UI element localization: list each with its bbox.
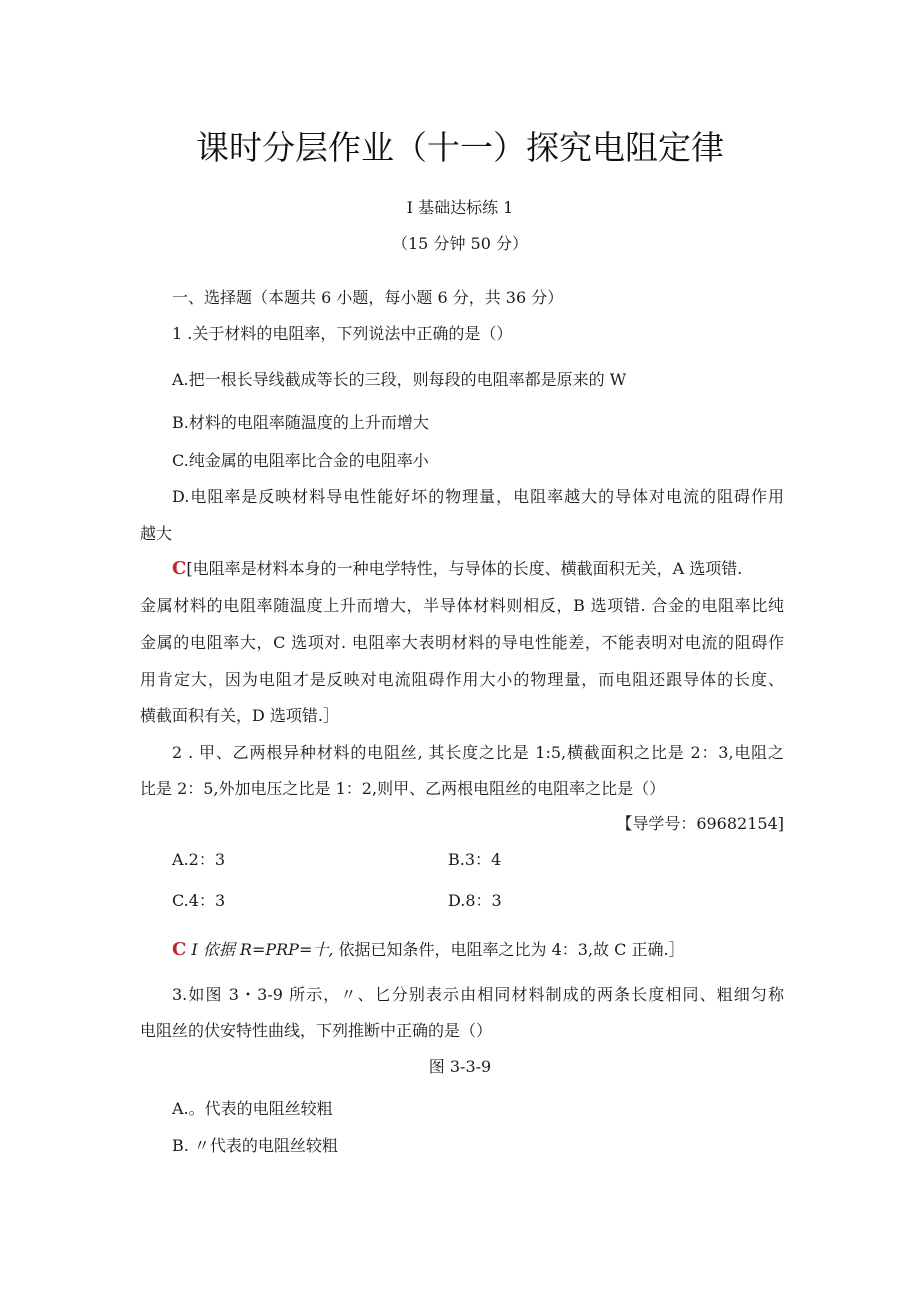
q2-answer-letter: C (172, 939, 187, 960)
q1-option-d-line2: 越大 (140, 524, 173, 543)
q1-explanation-line: 金属的电阻率大，C 选项对. 电阻率大表明材料的导电性能差，不能表明对电流的阻碍作 (140, 633, 784, 652)
time-note: （15 分钟 50 分） (392, 234, 528, 253)
part1-heading: 一、选择题（本题共 6 小题，每小题 6 分，共 36 分） (172, 288, 564, 307)
q1-option-a: A.把一根长导线截成等长的三段，则每段的电阻率都是原来的 W (172, 370, 627, 389)
q1-explanation-line: 金属材料的电阻率随温度上升而增大，半导体材料则相反，B 选项错. 合金的电阻率比纯 (140, 596, 784, 615)
q2-option-d: D.8：3 (448, 891, 502, 910)
q1-option-c: C.纯金属的电阻率比合金的电阻率小 (172, 451, 429, 470)
page-title: 课时分层作业（十一）探究电阻定律 (196, 128, 724, 167)
q2-explanation-text: 依据已知条件，电阻率之比为 4：3,故 C 正确.］ (333, 940, 685, 959)
q1-explanation-line: 用肯定大，因为电阻才是反映对电流阻碍作用大小的物理量，而电阻还跟导体的长度、 (140, 670, 784, 689)
q2-option-a: A.2：3 (172, 850, 226, 869)
q2-stem-line2: 比是 2：5,外加电压之比是 1：2,则甲、乙两根电阻丝的电阻率之比是（） (140, 779, 666, 798)
q1-stem: 1 .关于材料的电阻率，下列说法中正确的是（） (172, 324, 513, 343)
q2-stem-line1: 2 . 甲、乙两根异种材料的电阻丝, 其长度之比是 1:5,横截面积之比是 2：3,电阻之 (172, 743, 784, 762)
q3-stem-line1: 3.如图 3・3-9 所示，〃、匕分别表示由相同材料制成的两条长度相同、粗细匀称 (172, 985, 784, 1004)
section-heading: I 基础达标练 1 (406, 198, 514, 217)
q3-option-a: A.。代表的电阻丝较粗 (172, 1099, 333, 1118)
q1-explanation-line: 横截面积有关，D 选项错.］ (140, 706, 340, 725)
q3-stem-line2: 电阻丝的伏安特性曲线，下列推断中正确的是（） (140, 1021, 493, 1040)
q1-explanation-line: [电阻率是材料本身的一种电学特性，与导体的长度、横截面积无关，A 选项错. (186, 559, 743, 578)
q1-answer-line (172, 559, 742, 579)
q2-option-b: B.3：4 (448, 850, 502, 869)
q2-guide-number: 【导学号：69682154] (616, 814, 784, 833)
q2-explanation-formula: I 依据 R=PRP=十, (191, 940, 334, 959)
q1-answer-letter: C (172, 558, 187, 579)
q1-option-d-line1: D.电阻率是反映材料导电性能好坏的物理量，电阻率越大的导体对电流的阻碍作用 (172, 487, 784, 506)
q2-option-c: C.4：3 (172, 891, 226, 910)
q2-answer-line (172, 940, 685, 960)
q3-option-b: B. 〃代表的电阻丝较粗 (172, 1136, 338, 1155)
q1-option-b: B.材料的电阻率随温度的上升而增大 (172, 413, 429, 432)
figure-caption: 图 3-3-9 (428, 1057, 492, 1076)
